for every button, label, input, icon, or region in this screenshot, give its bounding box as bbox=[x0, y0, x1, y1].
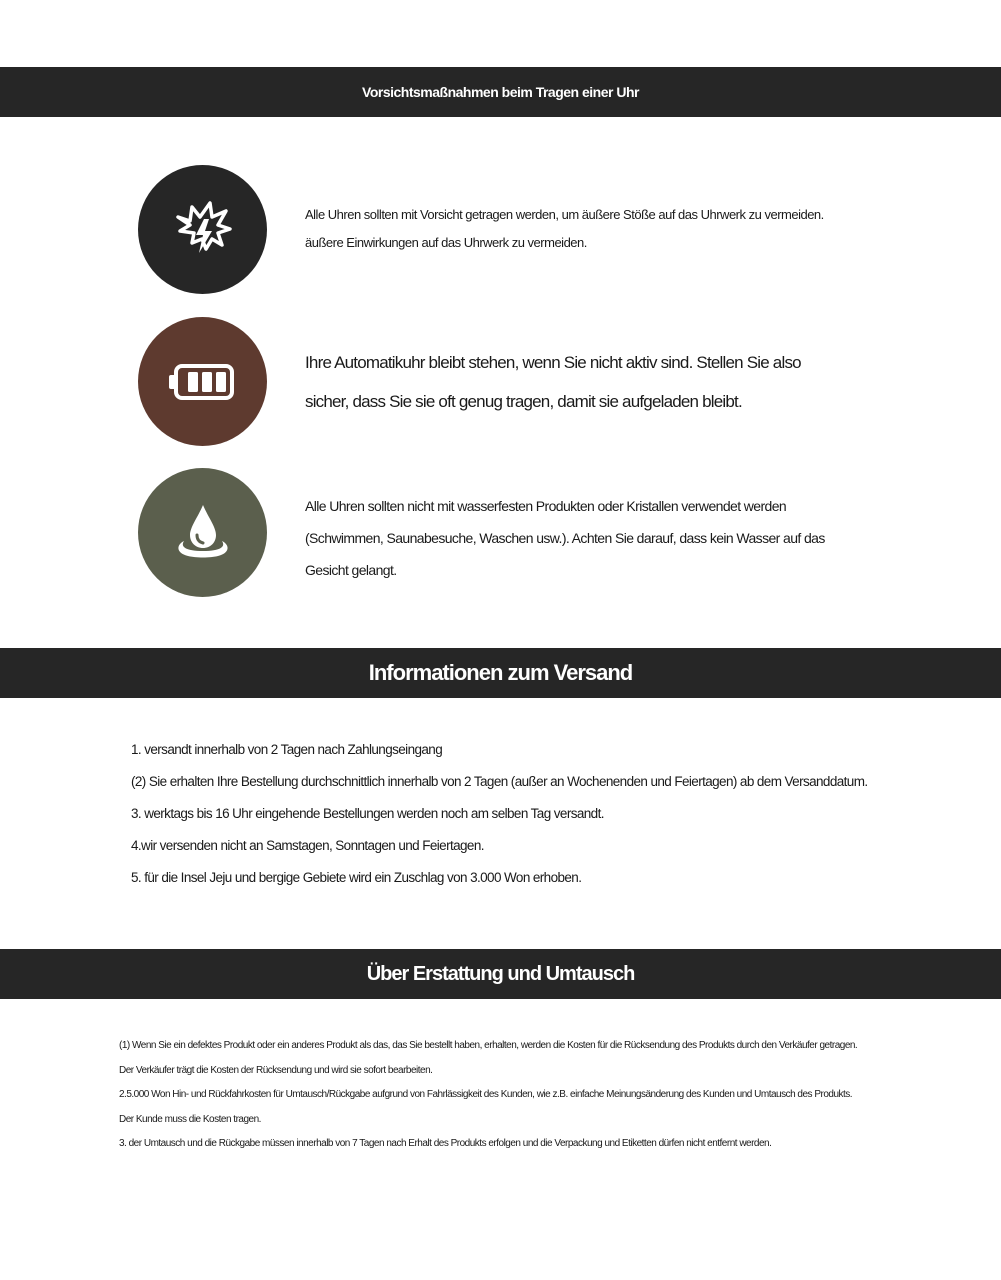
water-circle bbox=[138, 468, 267, 597]
precaution-text-water bbox=[305, 490, 865, 586]
shipping-item: 5. für die Insel Jeju und bergige Gebiete wird ein Zuschlag von 3.000 Won erhoben. bbox=[131, 870, 582, 885]
refund-item: 3. der Umtausch und die Rückgabe müssen innerhalb von 7 Tagen nach Erhalt des Produkts erfolgen und die Verpackung und Etiketten dürfen nicht entfernt werden. bbox=[119, 1138, 772, 1149]
precaution-line: sicher, dass Sie sie oft genug tragen, damit sie aufgeladen bleibt. bbox=[305, 392, 742, 411]
precaution-text-battery bbox=[305, 343, 865, 421]
battery-icon bbox=[168, 362, 238, 402]
refund-title: Über Erstattung und Umtausch bbox=[366, 962, 635, 985]
precaution-line: Ihre Automatikuhr bleibt stehen, wenn Sie nicht aktiv sind. Stellen Sie also bbox=[305, 353, 801, 372]
shipping-item: 3. werktags bis 16 Uhr eingehende Bestellungen werden noch am selben Tag versandt. bbox=[131, 806, 604, 821]
precaution-text-shock bbox=[305, 201, 865, 257]
precaution-line: Alle Uhren sollten nicht mit wasserfesten Produkten oder Kristallen verwendet werden bbox=[305, 498, 787, 514]
precaution-line: Alle Uhren sollten mit Vorsicht getragen werden, um äußere Stöße auf das Uhrwerk zu vermeiden. bbox=[305, 207, 824, 222]
refund-item: (1) Wenn Sie ein defektes Produkt oder ein anderes Produkt als das, das Sie bestellt haben, erhalten, werden die Kosten für die Rücksendung des Produkts durch den Verkäufer getragen. bbox=[119, 1040, 858, 1051]
refund-item: 2.5.000 Won Hin- und Rückfahrkosten für Umtausch/Rückgabe aufgrund von Fahrlässigkeit des Kunden, wie z.B. einfache Meinungsänderung des Kunden und Umtausch des Produkts. bbox=[119, 1089, 853, 1100]
shock-circle bbox=[138, 165, 267, 294]
shipping-item: 4.wir versenden nicht an Samstagen, Sonntagen und Feiertagen. bbox=[131, 838, 484, 853]
precautions-title: Vorsichtsmaßnahmen beim Tragen einer Uhr bbox=[362, 84, 639, 100]
precaution-line: (Schwimmen, Saunabesuche, Waschen usw.). Achten Sie darauf, dass kein Wasser auf das bbox=[305, 530, 825, 546]
shipping-item: 1. versandt innerhalb von 2 Tagen nach Zahlungseingang bbox=[131, 742, 443, 757]
water-drop-icon bbox=[168, 501, 238, 565]
shipping-title: Informationen zum Versand bbox=[368, 660, 633, 685]
refund-list bbox=[119, 1034, 919, 1157]
shipping-item: (2) Sie erhalten Ihre Bestellung durchschnittlich innerhalb von 2 Tagen (außer an Wochenenden und Feiertagen) ab dem Versanddatum. bbox=[131, 774, 868, 789]
shipping-list bbox=[131, 734, 911, 894]
refund-item: Der Verkäufer trägt die Kosten der Rücksendung und wird sie sofort bearbeiten. bbox=[119, 1064, 433, 1076]
precaution-line: äußere Einwirkungen auf das Uhrwerk zu vermeiden. bbox=[305, 235, 587, 250]
precaution-line: Gesicht gelangt. bbox=[305, 562, 397, 578]
battery-circle bbox=[138, 317, 267, 446]
shock-icon bbox=[168, 195, 238, 265]
refund-item: Der Kunde muss die Kosten tragen. bbox=[119, 1113, 261, 1125]
precautions-banner bbox=[0, 67, 1001, 117]
refund-banner bbox=[0, 949, 1001, 999]
shipping-banner bbox=[0, 648, 1001, 698]
